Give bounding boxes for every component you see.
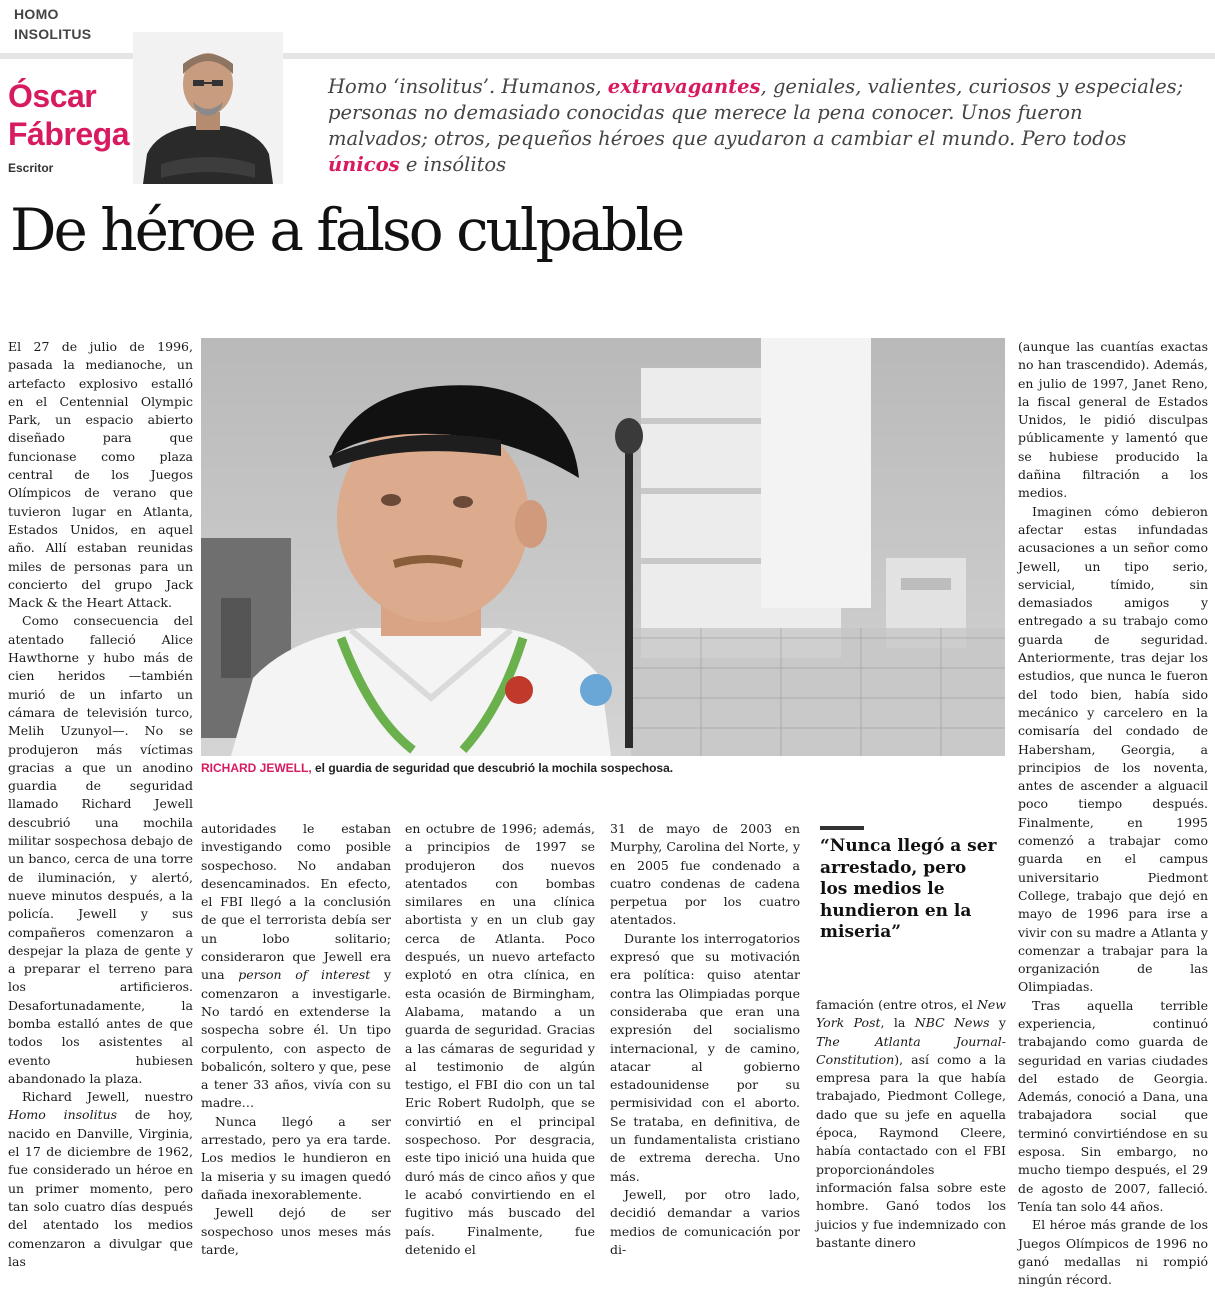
paragraph: Jewell, por otro lado, decidió demandar a varios medios de comunicación por di-: [610, 1186, 800, 1257]
headline: De héroe a falso culpable: [10, 196, 683, 264]
paragraph: [8, 1088, 193, 1271]
main-photo: [201, 338, 1005, 756]
intro-text-2: , geniales, valientes, curiosos y especiales; personas no demasiado conocidas que merece la pena conocer. Unos fueron malvados; otros, pequeños héroes que ayudaron a cambiar el mundo. Pero todos: [328, 75, 1184, 150]
intro-highlight-1: extravagantes: [607, 75, 761, 98]
intro-highlight-2: únicos: [328, 153, 400, 176]
caption-text: el guardia de seguridad que descubrió la mochila sospechosa.: [311, 761, 674, 775]
text-run: , la: [880, 1015, 915, 1031]
article-column-6: [1018, 338, 1208, 1289]
paragraph: Jewell dejó de ser sospechoso unos meses más tarde,: [201, 1205, 391, 1257]
text-run: autoridades le estaban investigando como posible sospechoso. No andaban desencaminados. En efecto, el FBI llegó a la conclusión de que el terrorista debía ser un lobo solitario; consideraron que Jewell era una: [201, 821, 391, 983]
paragraph: [201, 820, 391, 1113]
photo-caption: [201, 761, 1005, 775]
paragraph: en octubre de 1996; además, a principios de 1997 se produjeron dos nuevos atentados con bombas similares en una clínica abortista y en un club gay cerca de Atlanta. Poco después, un nuevo artefacto explotó en otra clínica, en esta ocasión de Birmingham, Alabama, matando a un guarda de seguridad. Gracias a las cámaras de seguridad y al testimonio de algún testigo, el FBI dio con un tal Eric Robert Rudolph, que se convirtió en el principal sospechoso. Por desgracia, este tipo inició una huida que duró más de cinco años y que le acabó convirtiendo en el fugitivo más buscado del país. Finalmente, fue detenido el: [405, 821, 595, 1257]
caption-name: RICHARD JEWELL,: [201, 761, 312, 775]
paragraph: Nunca llegó a ser arrestado, pero ya era tarde. Los medios le hundieron en la miseria y su imagen quedó dañada inexorablemente.: [201, 1113, 391, 1202]
paragraph: (aunque las cuantías exactas no han trascendido). Además, en julio de 1997, Janet Reno, la fiscal general de Estados Unidos, le pidió disculpas públicamente y lamentó que se hubiese producido la dañina filtración a los medios.: [1018, 339, 1208, 501]
article-column-5: [816, 996, 1006, 1252]
paragraph: Tras aquella terrible experiencia, continuó trabajando como guarda de seguridad en varias ciudades del estado de Georgia. Además, conoció a Dana, una trabajadora social que terminó convirtiéndose en su esposa. Sin embargo, no mucho tiempo después, el 29 de agosto de 2007, falleció. Tenía tan solo 44 años.: [1018, 997, 1208, 1214]
italic-run: person of interest: [238, 967, 371, 983]
article-column-4: [610, 820, 800, 1259]
paragraph: 31 de mayo de 2003 en Murphy, Carolina del Norte, y en 2005 fue condenado a cuatro condenas de cadena perpetua por los cuatro atentados.: [610, 821, 800, 928]
text-run: y comenzaron a investigarle. No tardó en extenderse la sospecha sobre él. Un tipo corpulento, con aspecto de bobalicón, soltero y que, pese a tener 33 años, vivía con su madre…: [201, 967, 391, 1111]
text-run: y: [989, 1015, 1006, 1031]
italic-run: Homo insolitus: [8, 1107, 118, 1123]
paragraph: Como consecuencia del atentado falleció Alice Hawthorne y hubo más de cien heridos —también murió de un infarto un cámara de televisión turco, Melih Uzunyol—. No se produjeron más víctimas gracias a que un anodino guardia de seguridad llamado Richard Jewell descubrió una mochila militar sospechosa debajo de un banco, cerca de una torre de iluminación, y alertó, nueve minutos después, a la policía. Jewell y sus compañeros comenzaron a despejar la plaza de gente y a preparar el terreno para los artificieros. Desafortunadamente, la bomba estalló antes de que todos los asistentes al evento hubiesen abandonado la plaza.: [8, 613, 193, 1086]
article-column-2: [201, 820, 391, 1259]
italic-run: NBC News: [914, 1015, 990, 1031]
section-intro: [328, 74, 1188, 178]
italic-run: New York Post: [816, 997, 1006, 1031]
section-tag-line2: INSOLITUS: [14, 26, 92, 42]
section-tag: [14, 4, 134, 44]
author-first-name: Óscar: [8, 78, 97, 114]
paragraph: Durante los interrogatorios expresó que su motivación era política: quiso atentar contra las Olimpiadas porque consideraba que eran una expresión del socialismo internacional, y de camino, atacar al gobierno estadounidense por su permisividad con el aborto. Se trataba, en definitiva, de un fundamentalista cristiano de extrema derecha. Uno más.: [610, 930, 800, 1184]
author-role: Escritor: [8, 161, 54, 175]
paragraph: El héroe más grande de los Juegos Olímpicos de 1996 no ganó medallas ni rompió ningún récord.: [1018, 1217, 1208, 1288]
text-run: ), así como a la empresa para la que había trabajado, Piedmont College, dado que su jefe en aquella época, Raymond Cleere, había contactado con el FBI proporcionándoles información falsa sobre este hombre. Ganó todos los juicios y fue indemnizado con bastante dinero: [816, 1051, 1006, 1250]
text-run: Richard Jewell, nuestro: [22, 1089, 193, 1105]
paragraph: El 27 de julio de 1996, pasada la medianoche, un artefacto explosivo estalló en el Centennial Olympic Park, un espacio abierto diseñado para que funcionase como plaza central de los Juegos Olímpicos de verano que tuvieron lugar en Atlanta, Estados Unidos, en aquel año. Allí estaban reunidas miles de personas para un concierto del grupo Jack Mack & the Heart Attack.: [8, 339, 193, 611]
intro-text-3: e insólitos: [399, 153, 507, 176]
article-column-3: [405, 820, 595, 1259]
pullquote-rule: [820, 826, 864, 830]
article-column-1: [8, 338, 193, 1271]
author-portrait: [133, 32, 283, 184]
text-run: famación (entre otros, el: [816, 997, 977, 1012]
pullquote: “Nunca llegó a ser arrestado, pero los medios le hundieron en la miseria”: [820, 836, 997, 942]
intro-text-1: Homo ‘insolitus’. Humanos,: [328, 75, 608, 98]
italic-run: The Atlanta Journal-Constitution: [816, 1033, 1006, 1067]
section-tag-line1: HOMO: [14, 6, 59, 22]
text-run: de hoy, nacido en Danville, Virginia, el 17 de diciembre de 1962, fue considerado un héroe en un primer momento, pero tan solo cuatro días después del atentado los medios comenzaron a divulgar que las: [8, 1107, 193, 1269]
paragraph: [816, 996, 1006, 1252]
author-last-name: Fábrega: [8, 116, 129, 152]
paragraph: Imaginen cómo debieron afectar estas infundadas acusaciones a un señor como Jewell, un tipo serio, servicial, tímido, sin demasiados amigos y entregado a su trabajo como guarda de seguridad. Anteriormente, tras dejar los estudios, que nunca le fueron del todo bien, había sido mecánico y carcelero en la comisaría del condado de Habersham, Georgia, a principios de los noventa, antes de ascender a alguacil poco tiempo después. Finalmente, en 1995 comenzó a trabajar como guarda en el campus universitario Piedmont College, trabajo que dejó en mayo de 1996 para irse a vivir con su madre a Atlanta y comenzar a trabajar para la organización de las Olimpiadas.: [1018, 503, 1208, 995]
